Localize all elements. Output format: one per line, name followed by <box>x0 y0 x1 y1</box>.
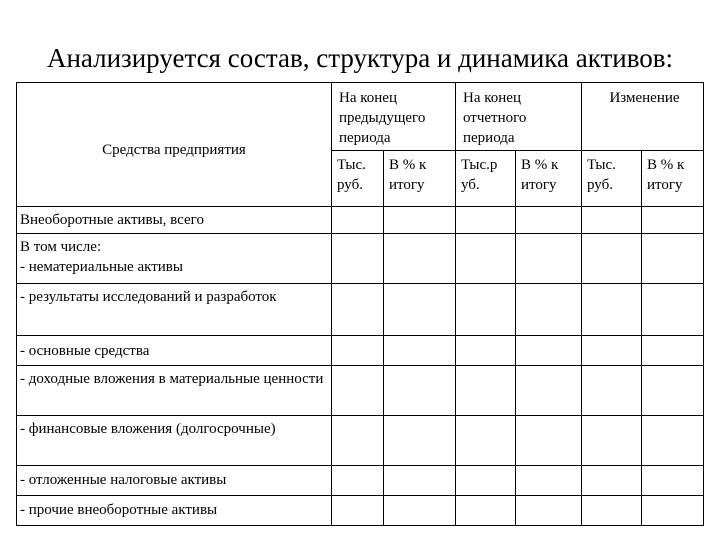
table-cell <box>582 284 642 336</box>
sub-header-prev-thousand-rub: Тыс. руб. <box>332 151 384 207</box>
sub-header-curr-thousand-rub: Тыс.р уб. <box>456 151 516 207</box>
table-cell <box>332 466 384 496</box>
table-cell <box>384 366 456 416</box>
table-cell <box>332 416 384 466</box>
table-row <box>17 336 704 366</box>
table-cell <box>582 416 642 466</box>
column-group-current-period: На конец отчетного периода <box>456 83 582 151</box>
table-cell <box>456 416 516 466</box>
table-cell <box>642 416 704 466</box>
table-cell <box>582 234 642 284</box>
table-cell <box>384 284 456 336</box>
corner-header-cell <box>17 83 332 207</box>
table-cell <box>582 466 642 496</box>
sub-header-change-percent: В % к итогу <box>642 151 704 207</box>
table-cell <box>642 234 704 284</box>
table-cell <box>332 284 384 336</box>
table-cell <box>516 416 582 466</box>
sub-header-change-thousand-rub: Тыс. руб. <box>582 151 642 207</box>
table-cell <box>642 366 704 416</box>
table-row <box>17 416 704 466</box>
table-cell <box>516 284 582 336</box>
table-cell <box>332 234 384 284</box>
table-cell <box>456 336 516 366</box>
table-cell <box>642 496 704 526</box>
table-cell <box>516 466 582 496</box>
table-cell <box>516 496 582 526</box>
table-cell <box>582 366 642 416</box>
row-label-income-investments: - доходные вложения в материальные ценности <box>17 366 332 416</box>
row-label-research: - результаты исследований и разработок <box>17 284 332 336</box>
table-cell <box>516 336 582 366</box>
table-cell <box>384 336 456 366</box>
table-cell <box>456 496 516 526</box>
column-group-previous-period: На конец предыдущего периода <box>332 83 456 151</box>
table-cell <box>384 234 456 284</box>
row-label-other-noncurrent: - прочие внеоборотные активы <box>17 496 332 526</box>
sub-header-prev-percent: В % к итогу <box>384 151 456 207</box>
table-cell <box>582 496 642 526</box>
table-cell <box>456 466 516 496</box>
table-cell <box>456 207 516 234</box>
assets-table <box>16 82 704 526</box>
table-row <box>17 284 704 336</box>
table-cell <box>332 207 384 234</box>
table-row <box>17 466 704 496</box>
table-row <box>17 496 704 526</box>
table-cell <box>332 366 384 416</box>
sub-header-curr-percent: В % к итогу <box>516 151 582 207</box>
row-label-deferred-tax: - отложенные налоговые активы <box>17 466 332 496</box>
table-cell <box>456 366 516 416</box>
table-cell <box>384 496 456 526</box>
table-cell <box>332 336 384 366</box>
table-row <box>17 366 704 416</box>
table-cell <box>456 234 516 284</box>
table-row <box>17 234 704 284</box>
column-group-change: Изменение <box>582 83 704 151</box>
row-label-noncurrent-total: Внеоборотные активы, всего <box>17 207 332 234</box>
table-cell <box>516 366 582 416</box>
table-cell <box>582 207 642 234</box>
table-cell <box>642 207 704 234</box>
page-title: Анализируется состав, структура и динамика активов: <box>46 43 674 73</box>
corner-header-label: Средства предприятия <box>102 141 246 158</box>
table-cell <box>332 496 384 526</box>
table-cell <box>516 234 582 284</box>
table-cell <box>456 284 516 336</box>
table-row <box>17 207 704 234</box>
header-row-groups <box>17 83 704 151</box>
table-cell <box>384 466 456 496</box>
table-cell <box>384 207 456 234</box>
table-cell <box>582 336 642 366</box>
table-cell <box>642 336 704 366</box>
row-label-financial-investments: - финансовые вложения (долгосрочные) <box>17 416 332 466</box>
row-label-fixed-assets: - основные средства <box>17 336 332 366</box>
row-label-intangible: В том числе: - нематериальные активы <box>17 234 332 284</box>
table-cell <box>516 207 582 234</box>
table-cell <box>642 466 704 496</box>
table-cell <box>384 416 456 466</box>
table-cell <box>642 284 704 336</box>
